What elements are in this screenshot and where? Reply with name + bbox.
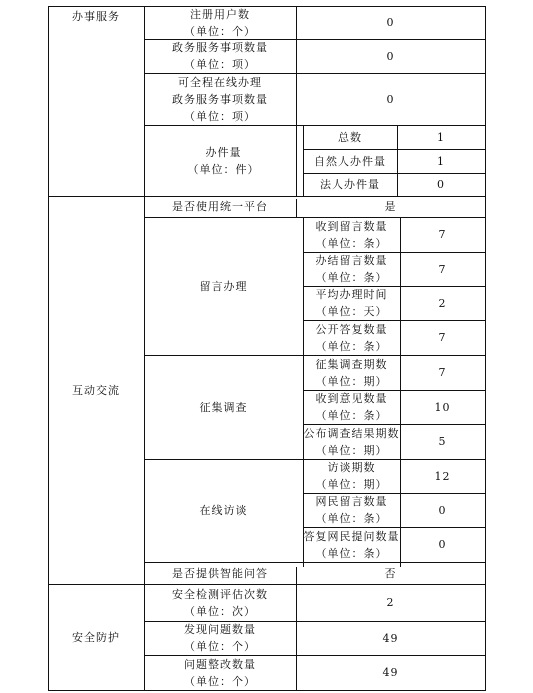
gov-items-label: 政务服务事项数量 （单位：项） — [172, 41, 268, 71]
survey-opinions-value: 10 — [434, 400, 451, 414]
gov-items-value: 0 — [386, 49, 395, 63]
smart-qa-label: 是否提供智能问答 — [172, 566, 268, 580]
interview-netizen-msgs-value: 0 — [438, 503, 447, 517]
messages-public-replies-label: 公开答复数量 （单位：条） — [315, 322, 388, 353]
table-border-bottom — [48, 690, 486, 691]
interview-answered-label: 答复网民提问数量 （单位：条） — [303, 529, 400, 560]
messages-handled-value: 7 — [438, 262, 447, 276]
survey-group-label: 征集调查 — [199, 400, 248, 414]
security-fixed-label: 问题整改数量 （单位：个） — [184, 657, 256, 688]
survey-periods-label: 征集调查期数 （单位：期） — [315, 357, 388, 388]
volume-total-label: 总数 — [338, 130, 362, 144]
volume-natural-label: 自然人办件量 — [314, 154, 386, 168]
messages-avg-time-label: 平均办理时间 （单位：天） — [315, 288, 388, 318]
messages-group-label: 留言办理 — [199, 279, 248, 293]
section-label-security: 安全防护 — [72, 630, 120, 644]
survey-periods-value: 7 — [438, 366, 447, 379]
messages-avg-time-value: 2 — [438, 296, 447, 310]
unified-platform-value: 是 — [384, 200, 397, 213]
registered-users-label: 注册用户数 （单位：个） — [184, 7, 256, 38]
smart-qa-value: 否 — [384, 566, 397, 580]
volume-label: 办件量 （单位：件） — [187, 145, 260, 176]
interview-netizen-msgs-label: 网民留言数量 （单位：条） — [315, 495, 388, 525]
online-items-label: 可全程在线办理 政务服务事项数量 （单位：项） — [172, 75, 268, 123]
volume-legal-label: 法人办件量 — [320, 178, 380, 191]
volume-legal-value: 0 — [437, 178, 445, 191]
volume-natural-value: 1 — [437, 154, 445, 168]
survey-opinions-label: 收到意见数量 （单位：条） — [315, 392, 388, 422]
registered-users-value: 0 — [386, 16, 395, 29]
stats-table — [48, 6, 486, 691]
security-found-value: 49 — [382, 631, 399, 645]
security-fixed-value: 49 — [382, 666, 399, 679]
survey-results-value: 5 — [438, 435, 447, 448]
online-items-value: 0 — [386, 92, 395, 106]
security-found-label: 发现问题数量 （单位：个） — [184, 623, 256, 653]
interview-periods-value: 12 — [434, 469, 451, 483]
security-checks-label: 安全检测评估次数 （单位：次） — [172, 587, 268, 618]
interview-answered-value: 0 — [438, 538, 447, 551]
volume-total-value: 1 — [437, 130, 445, 144]
messages-public-replies-value: 7 — [438, 331, 447, 344]
table-border-right — [485, 6, 486, 691]
section-label-interaction: 互动交流 — [72, 383, 120, 397]
security-checks-value: 2 — [386, 596, 395, 609]
unified-platform-label: 是否使用统一平台 — [172, 200, 268, 213]
section-label-service: 办事服务 — [72, 9, 120, 23]
messages-received-label: 收到留言数量 （单位：条） — [315, 219, 388, 250]
messages-handled-label: 办结留言数量 （单位：条） — [315, 254, 388, 284]
interview-group-label: 在线访谈 — [199, 504, 248, 517]
messages-received-value: 7 — [438, 228, 447, 241]
survey-results-label: 公布调查结果期数 （单位：期） — [303, 426, 400, 457]
interview-periods-label: 访谈期数 （单位：期） — [315, 461, 388, 491]
